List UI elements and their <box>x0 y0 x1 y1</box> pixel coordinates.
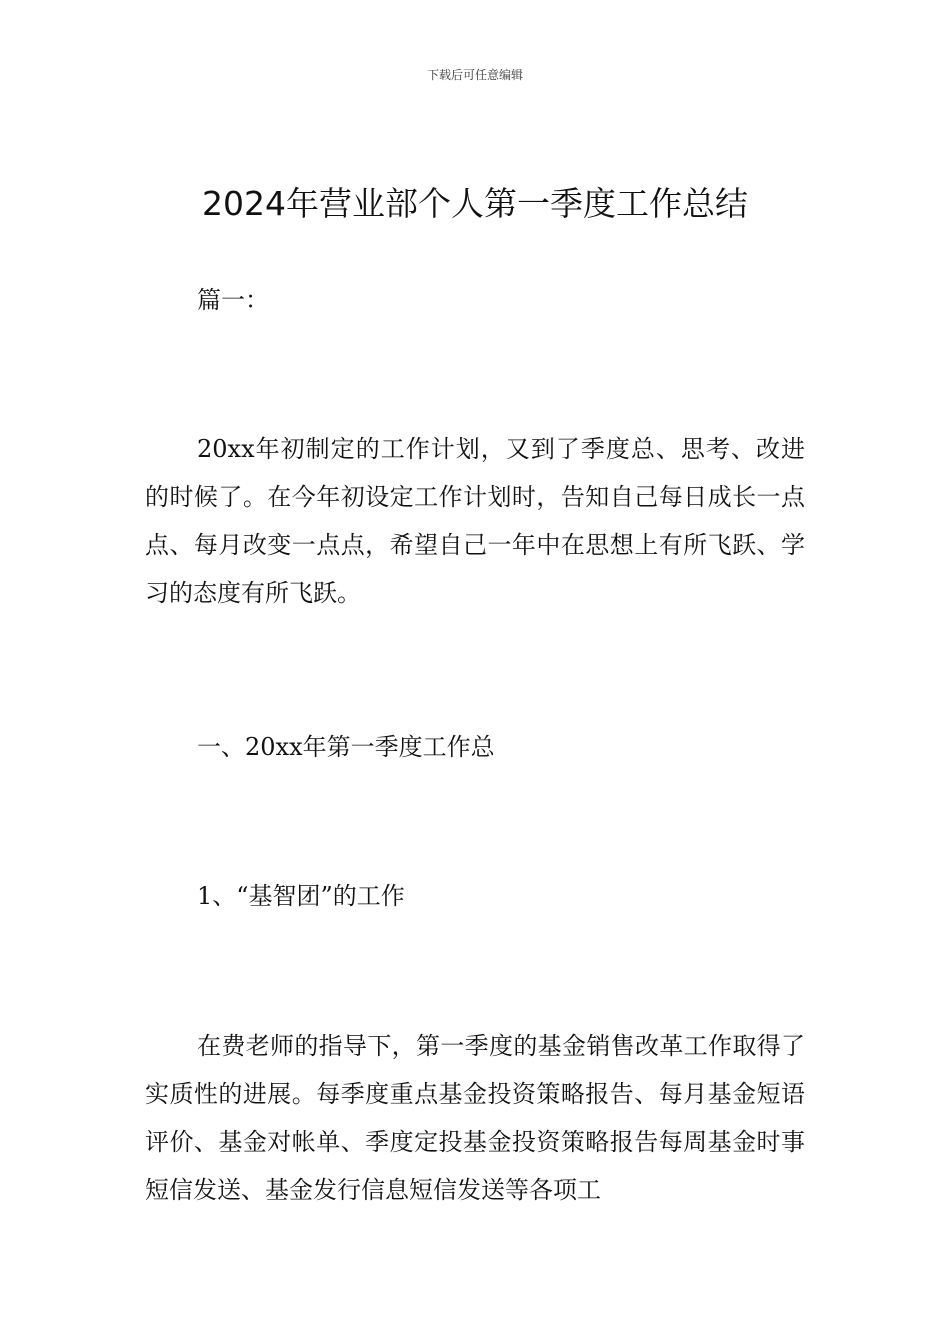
document-title: 2024年营业部个人第一季度工作总结 <box>202 184 748 223</box>
header-note: 下载后可任意编辑 <box>426 68 523 82</box>
intro-paragraph: 20xx年初制定的工作计划，又到了季度总、思考、改进的时候了。在今年初设定工作计划时，告知自己每日成长一点点、每月改变一点点，希望自己一年中在思想上有所飞跃、学习的态度有所飞跃。 <box>145 435 805 607</box>
subsection-heading: 1、“基智团”的工作 <box>197 882 405 910</box>
body-paragraph: 在费老师的指导下，第一季度的基金销售改革工作取得了实质性的进展。每季度重点基金投资策略报告、每月基金短语评价、基金对帐单、季度定投基金投资策略报告每周基金时事短信发送、基金发行信息短信发送等各项工 <box>145 1032 805 1204</box>
section-heading: 一、20xx年第一季度工作总 <box>197 733 495 761</box>
part-label: 篇一： <box>197 286 269 314</box>
